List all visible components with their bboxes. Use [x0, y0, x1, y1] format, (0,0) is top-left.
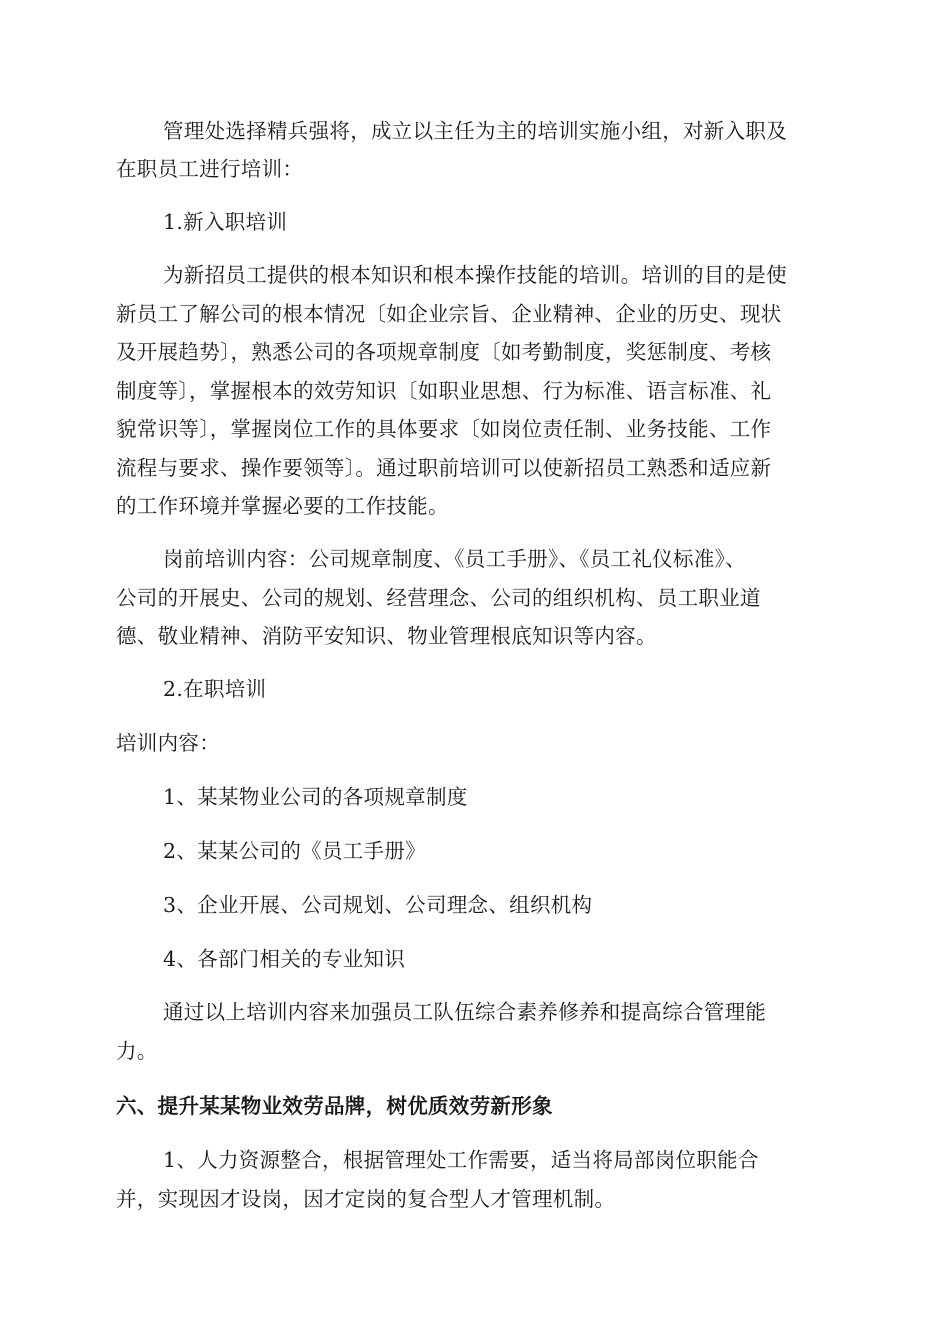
section2-content-label: 培训内容： [116, 731, 220, 755]
section2-item-1: 1、某某物业公司的各项规章制度 [163, 785, 468, 809]
section2-heading: 2.在职培训 [163, 677, 267, 701]
section1-para1-line-1: 为新招员工提供的根本知识和根本操作技能的培训。培训的目的是使 [163, 263, 787, 287]
section6-heading: 六、提升某某物业效劳品牌，树优质效劳新形象 [116, 1094, 553, 1118]
section6-para-line-1: 1、人力资源整合，根据管理处工作需要，适当将局部岗位职能合 [163, 1148, 759, 1172]
section2-closing-line-1: 通过以上培训内容来加强员工队伍综合素养修养和提高综合管理能 [163, 1000, 767, 1024]
section6-para-line-2: 并，实现因才设岗，因才定岗的复合型人才管理机制。 [116, 1187, 616, 1211]
section1-heading: 1.新入职培训 [163, 210, 288, 234]
section1-para2-line-2: 公司的开展史、公司的规划、经营理念、公司的组织机构、员工职业道 [116, 586, 761, 610]
section1-para1-line-2: 新员工了解公司的根本情况〔如企业宗旨、企业精神、企业的历史、现状 [116, 302, 782, 326]
section1-para1-line-5: 貌常识等〕，掌握岗位工作的具体要求〔如岗位责任制、业务技能、工作 [116, 417, 772, 441]
section1-para1-line-6: 流程与要求、操作要领等〕。通过职前培训可以使新招员工熟悉和适应新 [116, 456, 772, 480]
section1-para1-line-3: 及开展趋势〕，熟悉公司的各项规章制度〔如考勤制度，奖惩制度、考核 [116, 340, 772, 364]
section1-para1-line-4: 制度等〕，掌握根本的效劳知识〔如职业思想、行为标准、语言标准、礼 [116, 379, 772, 403]
section2-item-3: 3、企业开展、公司规划、公司理念、组织机构 [163, 893, 593, 917]
section1-para1-line-7: 的工作环境并掌握必要的工作技能。 [116, 494, 449, 518]
section2-item-4: 4、各部门相关的专业知识 [163, 947, 406, 971]
intro-line-2: 在职员工进行培训： [116, 157, 304, 181]
section2-closing-line-2: 力。 [116, 1039, 158, 1063]
section2-item-2: 2、某某公司的《员工手册》 [163, 839, 426, 863]
intro-line-1: 管理处选择精兵强将，成立以主任为主的培训实施小组，对新入职及 [163, 119, 787, 143]
section1-para2-line-3: 德、敬业精神、消防平安知识、物业管理根底知识等内容。 [116, 624, 657, 648]
section1-para2-line-1: 岗前培训内容：公司规章制度、《员工手册》、《员工礼仪标准》、 [163, 547, 746, 571]
